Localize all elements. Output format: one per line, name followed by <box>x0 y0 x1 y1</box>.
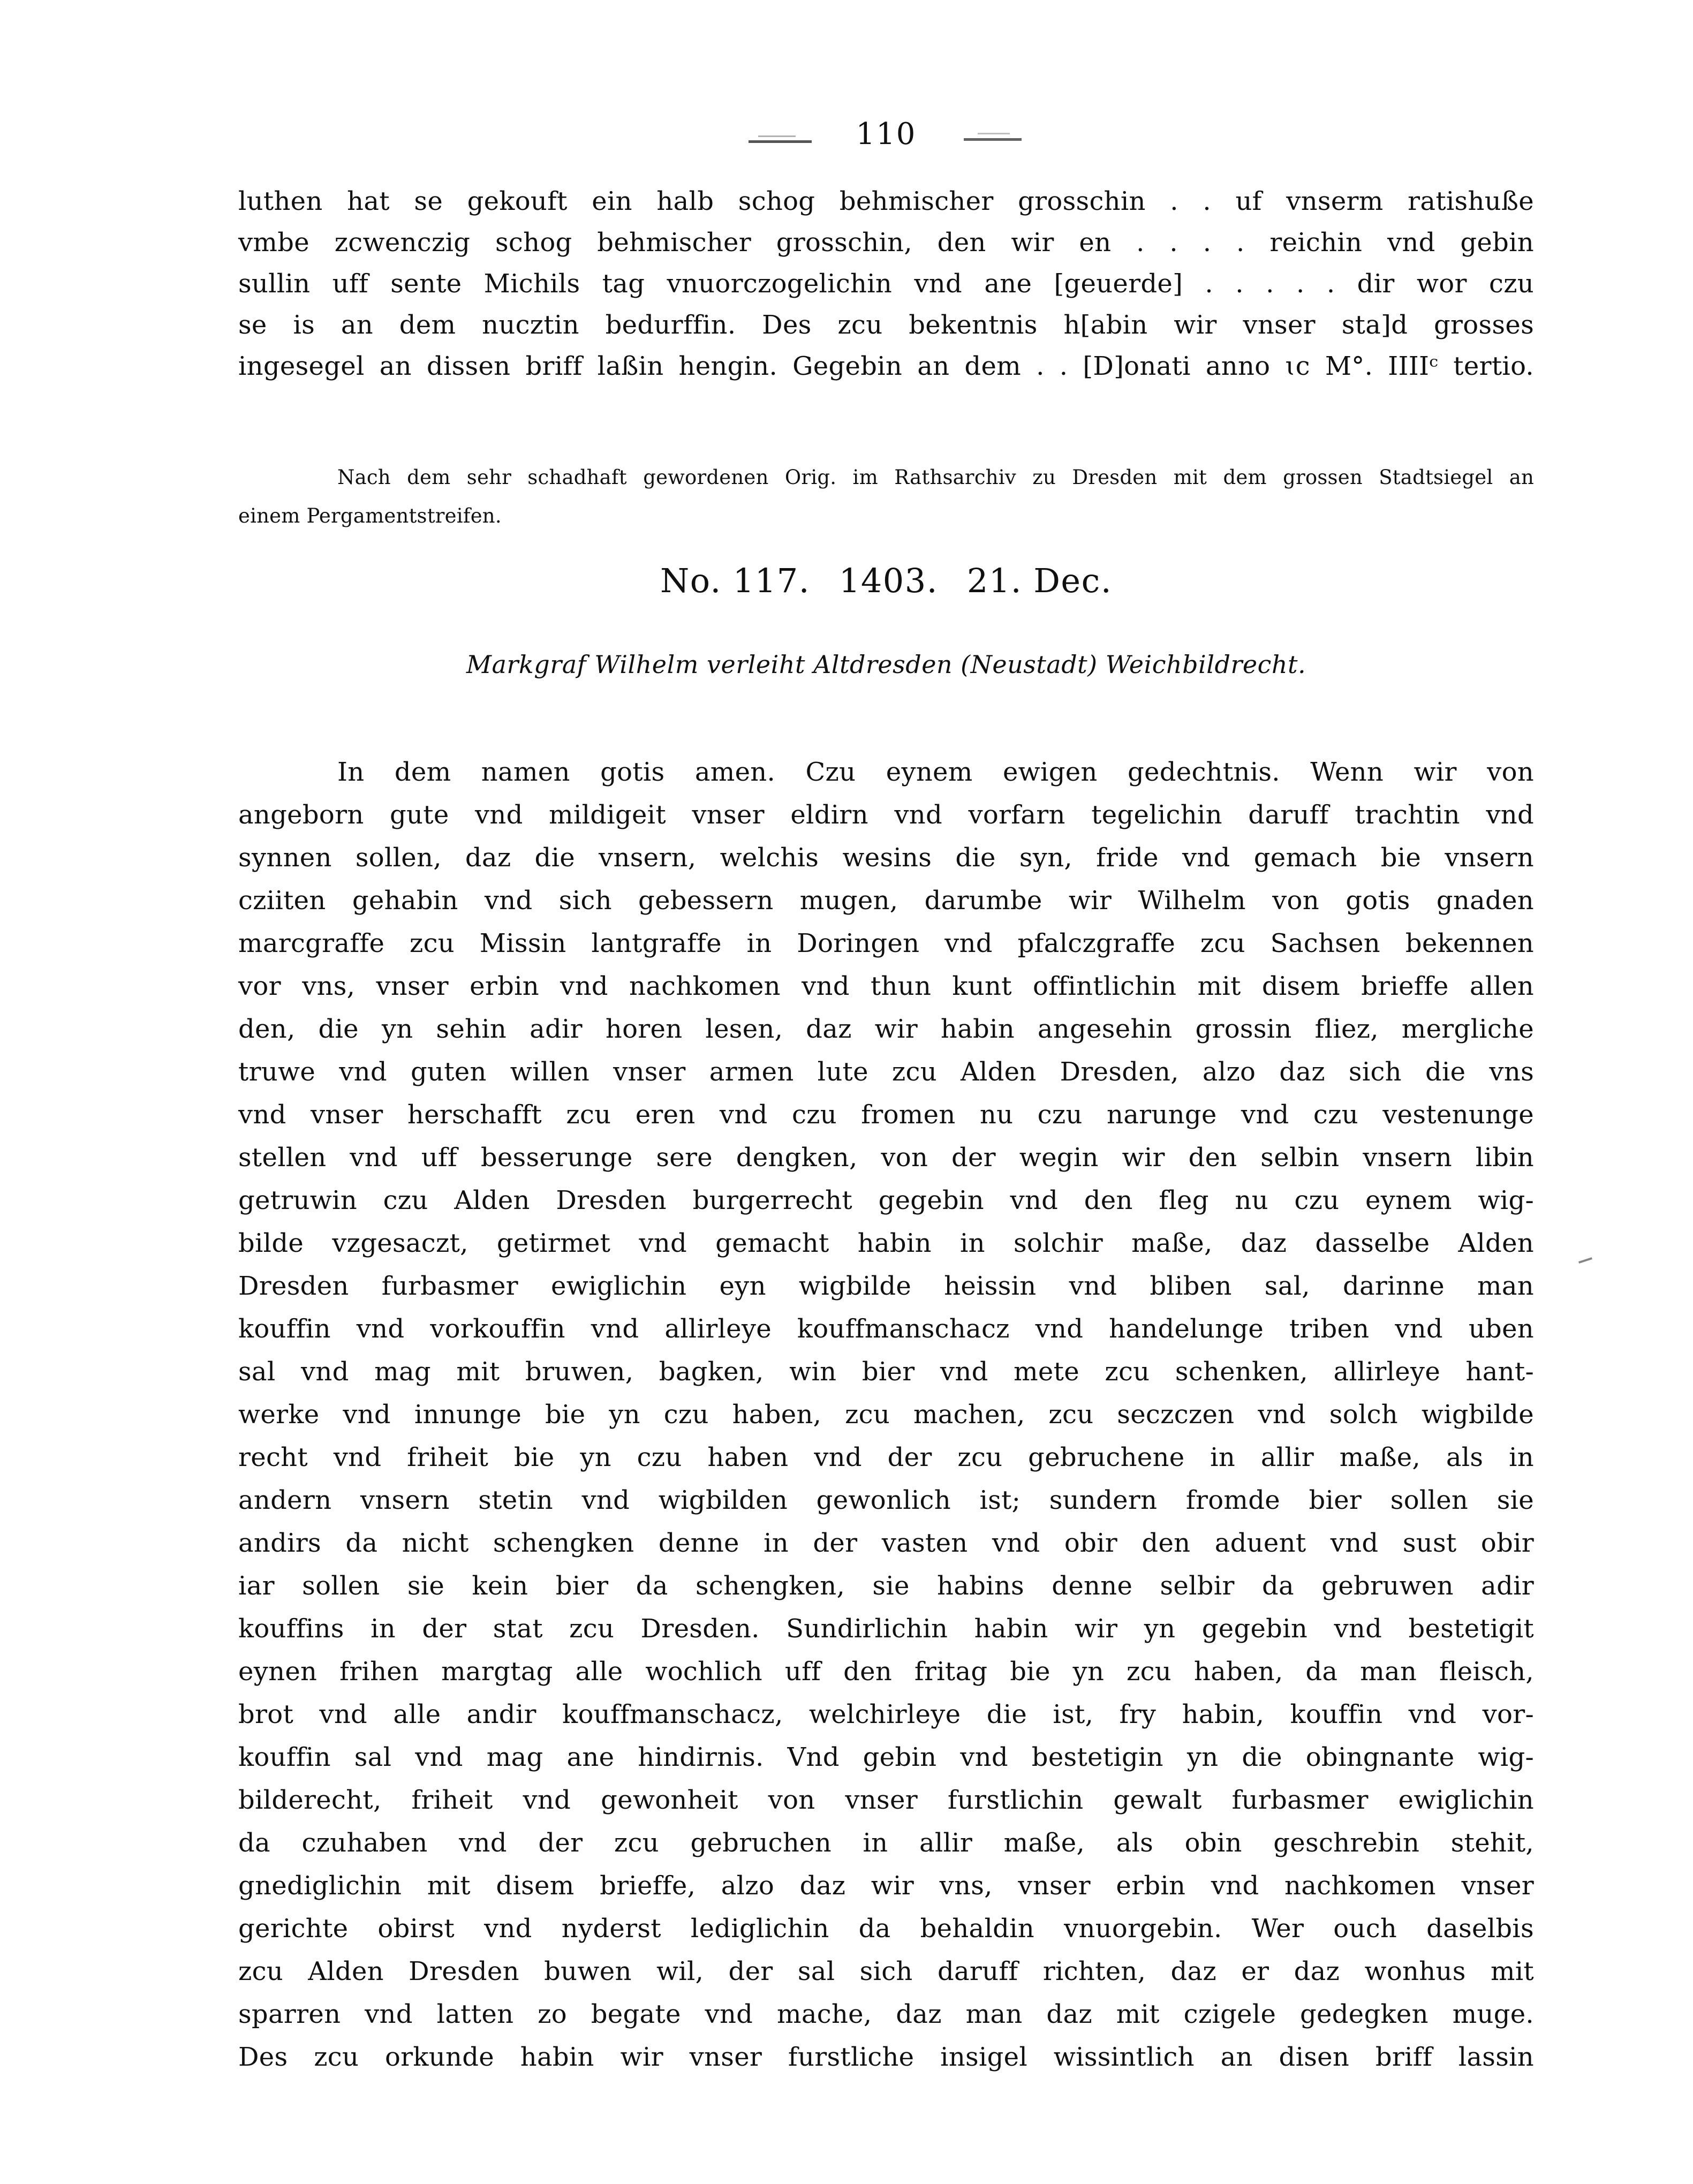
text-line: vnd vnser herschafft zcu eren vnd czu fromen nu czu narunge vnd czu vestenunge <box>238 1100 1534 1130</box>
text-line: den, die yn sehin adir horen lesen, daz wir habin angesehin grossin fliez, mergliche <box>238 1014 1534 1044</box>
text-line: cziiten gehabin vnd sich gebessern mugen, darumbe wir Wilhelm von gotis gnaden <box>238 886 1534 916</box>
text-line: gerichte obirst vnd nyderst lediglichin da behaldin vnuorgebin. Wer ouch daselbis <box>238 1914 1534 1944</box>
text-line: kouffin vnd vorkouffin vnd allirleye kouffmanschacz vnd handelunge triben vnd uben <box>238 1314 1534 1344</box>
text-line: vor vns, vnser erbin vnd nachkomen vnd thun kunt offintlichin mit disem brieffe allen <box>238 971 1534 1001</box>
text-line: zcu Alden Dresden buwen wil, der sal sich daruff richten, daz er daz wonhus mit <box>238 1956 1534 1986</box>
text-line: sparren vnd latten zo begate vnd mache, daz man daz mit czigele gedegken muge. <box>238 1999 1534 2029</box>
text-line: getruwin czu Alden Dresden burgerrecht gegebin vnd den fleg nu czu eynem wig- <box>238 1185 1534 1215</box>
text-line: luthen hat se gekouft ein halb schog behmischer grosschin . . uf vnserm ratishuße <box>238 186 1534 216</box>
scan-artifact-tick <box>1578 1257 1592 1264</box>
entry-body-paragraph <box>238 751 1534 2079</box>
text-line: bilderecht, friheit vnd gewonheit von vnser furstlichin gewalt furbasmer ewiglichin <box>238 1785 1534 1815</box>
text-line: stellen vnd uff besserunge sere dengken, von der wegin wir den selbin vnsern libin <box>238 1143 1534 1173</box>
text-line: sal vnd mag mit bruwen, bagken, win bier vnd mete zcu schenken, allirleye hant- <box>238 1357 1534 1387</box>
text-line: werke vnd innunge bie yn czu haben, zcu machen, zcu seczczen vnd solch wigbilde <box>238 1400 1534 1430</box>
text-line: da czuhaben vnd der zcu gebruchen in allir maße, als obin geschrebin stehit, <box>238 1828 1534 1858</box>
text-line: angeborn gute vnd mildigeit vnser eldirn vnd vorfarn tegelichin daruff trachtin vnd <box>238 800 1534 830</box>
text-line: Nach dem sehr schadhaft gewordenen Orig. im Rathsarchiv zu Dresden mit dem grossen Stadtsiegel an <box>337 466 1534 489</box>
text-line: gnediglichin mit disem brieffe, alzo daz wir vns, vnser erbin vnd nachkomen vnser <box>238 1871 1534 1901</box>
text-line: kouffin sal vnd mag ane hindirnis. Vnd gebin vnd bestetigin yn die obingnante wig- <box>238 1742 1534 1772</box>
text-line: Dresden furbasmer ewiglichin eyn wigbilde heissin vnd bliben sal, darinne man <box>238 1271 1534 1301</box>
scan-artifact-dash-right <box>964 138 1022 141</box>
text-line: einem Pergamentstreifen. <box>238 504 502 527</box>
source-note <box>238 458 1534 535</box>
text-line: truwe vnd guten willen vnser armen lute zcu Alden Dresden, alzo daz sich die vns <box>238 1057 1534 1087</box>
text-line: In dem namen gotis amen. Czu eynem ewigen gedechtnis. Wenn wir von <box>337 757 1534 787</box>
text-line: recht vnd friheit bie yn czu haben vnd der zcu gebruchene in allir maße, als in <box>238 1442 1534 1472</box>
text-line: marcgraffe zcu Missin lantgraffe in Doringen vnd pfalczgraffe zcu Sachsen bekennen <box>238 928 1534 958</box>
text-line: iar sollen sie kein bier da schengken, sie habins denne selbir da gebruwen adir <box>238 1571 1534 1601</box>
entry-year: 1403. <box>838 561 938 600</box>
text-line: se is an dem nucztin bedurffin. Des zcu bekentnis h[abin wir vnser sta]d grosses <box>238 310 1534 340</box>
text-line: bilde vzgesaczt, getirmet vnd gemacht habin in solchir maße, daz dasselbe Alden <box>238 1228 1534 1258</box>
text-line: eynen frihen margtag alle wochlich uff den fritag bie yn zcu haben, da man fleisch, <box>238 1657 1534 1687</box>
entry-date: 21. Dec. <box>966 561 1113 600</box>
text-line: vmbe zcwenczig schog behmischer grosschin, den wir en . . . . reichin vnd gebin <box>238 228 1534 258</box>
page-number: 110 <box>856 117 917 152</box>
text-line: sullin uff sente Michils tag vnuorczogelichin vnd ane [geuerde] . . . . . dir wor czu <box>238 269 1534 299</box>
text-line: kouffins in der stat zcu Dresden. Sundirlichin habin wir yn gegebin vnd bestetigit <box>238 1614 1534 1644</box>
entry-subheading: Markgraf Wilhelm verleiht Altdresden (Neustadt) Weichbildrecht. <box>466 650 1306 679</box>
text-line: synnen sollen, daz die vnsern, welchis wesins die syn, fride vnd gemach bie vnsern <box>238 843 1534 873</box>
entry-heading <box>238 561 1534 600</box>
entry-number: No. 117. <box>660 561 810 600</box>
text-line: brot vnd alle andir kouffmanschacz, welchirleye die ist, fry habin, kouffin vnd vor- <box>238 1699 1534 1729</box>
text-line: ingesegel an dissen briff laßin hengin. Gegebin an dem . . [D]onati anno ɩc M°. IIIIᶜ tertio. <box>238 351 1534 381</box>
text-line: Des zcu orkunde habin wir vnser furstliche insigel wissintlich an disen briff lassin <box>238 2042 1534 2072</box>
text-line: andirs da nicht schengken denne in der vasten vnd obir den aduent vnd sust obir <box>238 1528 1534 1558</box>
text-line: andern vnsern stetin vnd wigbilden gewonlich ist; sundern fromde bier sollen sie <box>238 1485 1534 1515</box>
continuation-paragraph <box>238 181 1534 387</box>
